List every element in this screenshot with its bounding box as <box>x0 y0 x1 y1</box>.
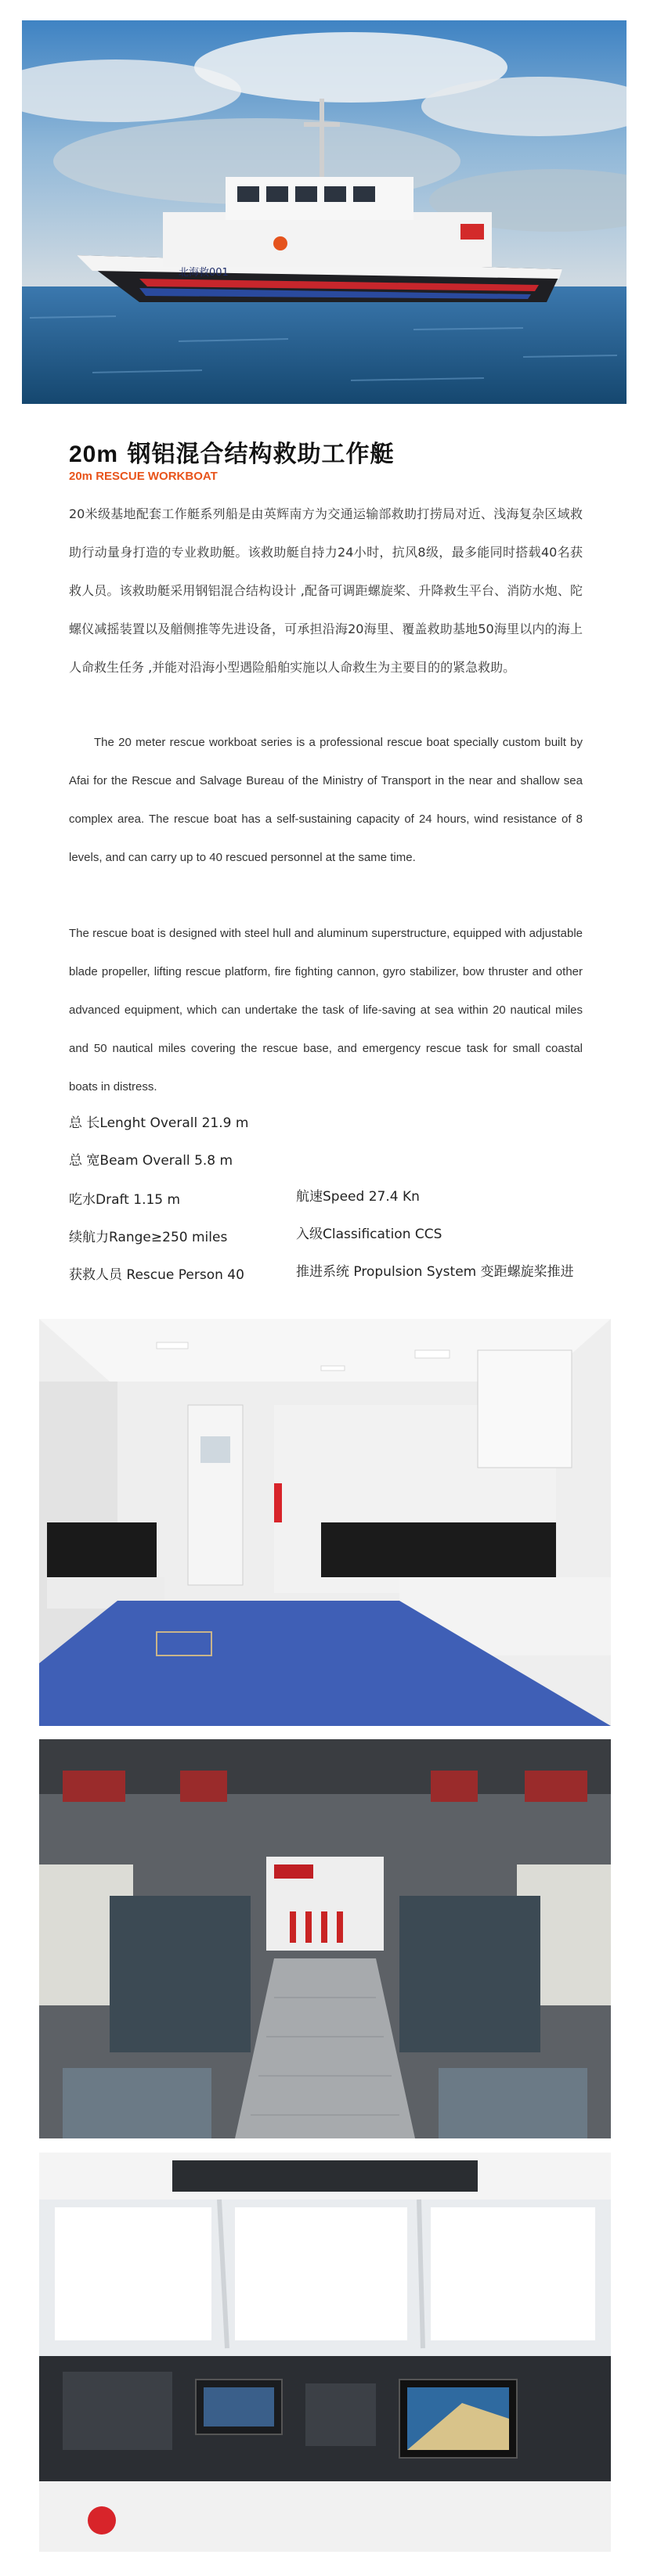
title-name: 钢铝混合结构救助工作艇 <box>127 441 395 468</box>
engine-room-photo <box>39 1739 611 2138</box>
description-en-2: The rescue boat is designed with steel hull and aluminum superstructure, equipped with adjustable blade propeller, lifting rescue platform, fire fighting cannon, gyro stabilizer, bow thruster and other advanced equipment, which can undertake the task of life-saving at sea within 20 nautical miles and 50 nautical miles covering the rescue base, and emergency rescue task for small coastal boats in distress. <box>69 927 583 1093</box>
boat-at-sea-image <box>22 20 627 404</box>
spec-beam: 总 宽Beam Overall 5.8 m <box>69 1153 233 1169</box>
hull-text: 北海救001 <box>179 267 229 279</box>
page-subtitle: 20m RESCUE WORKBOAT <box>69 470 218 483</box>
engine-room-image <box>39 1739 611 2138</box>
spec-range: 续航力Range≥250 miles <box>69 1230 228 1245</box>
spec-draft: 吃水Draft 1.15 m <box>69 1192 181 1208</box>
description-en-1: The 20 meter rescue workboat series is a professional rescue boat specially custom built by Afai for the Rescue and Salvage Bureau of the Ministry of Transport in the near and shallow sea complex area. The rescue boat has a self-sustaining capacity of 24 hours, wind resistance of 8 levels, and can carry up to 40 rescued personnel at the same time. <box>69 736 583 864</box>
title-size: 20m <box>69 441 119 467</box>
page-title <box>69 434 583 469</box>
spec-speed: 航速Speed 27.4 Kn <box>296 1189 420 1205</box>
spec-propulsion: 推进系统 Propulsion System 变距螺旋桨推进 <box>296 1264 574 1280</box>
cabin-interior-photo <box>39 1319 611 1726</box>
bridge-console-photo <box>39 2153 611 2552</box>
bridge-image <box>39 2153 611 2552</box>
cabin-image <box>39 1319 611 1726</box>
spec-length: 总 长Lenght Overall 21.9 m <box>69 1115 249 1131</box>
description-cn: 20米级基地配套工作艇系列船是由英辉南方为交通运输部救助打捞局对近、浅海复杂区域救助行动量身打造的专业救助艇。该救助艇自持力24小时，抗风8级，最多能同时搭载40名获救人员。该救助艇采用钢铝混合结构设计 ,配备可调距螺旋桨、升降救生平台、消防水炮、陀螺仪减摇装置以及艏侧推等先进设备，可承担沿海20海里、覆盖救助基地50海里以内的海上人命救生任务 ,并能对沿海小型遇险船舶实施以人命救生为主要目的的紧急救助。 <box>69 506 583 675</box>
hero-boat-photo <box>22 20 627 404</box>
spec-persons: 获救人员 Rescue Person 40 <box>69 1267 244 1283</box>
spec-class: 入级Classification CCS <box>296 1227 442 1242</box>
